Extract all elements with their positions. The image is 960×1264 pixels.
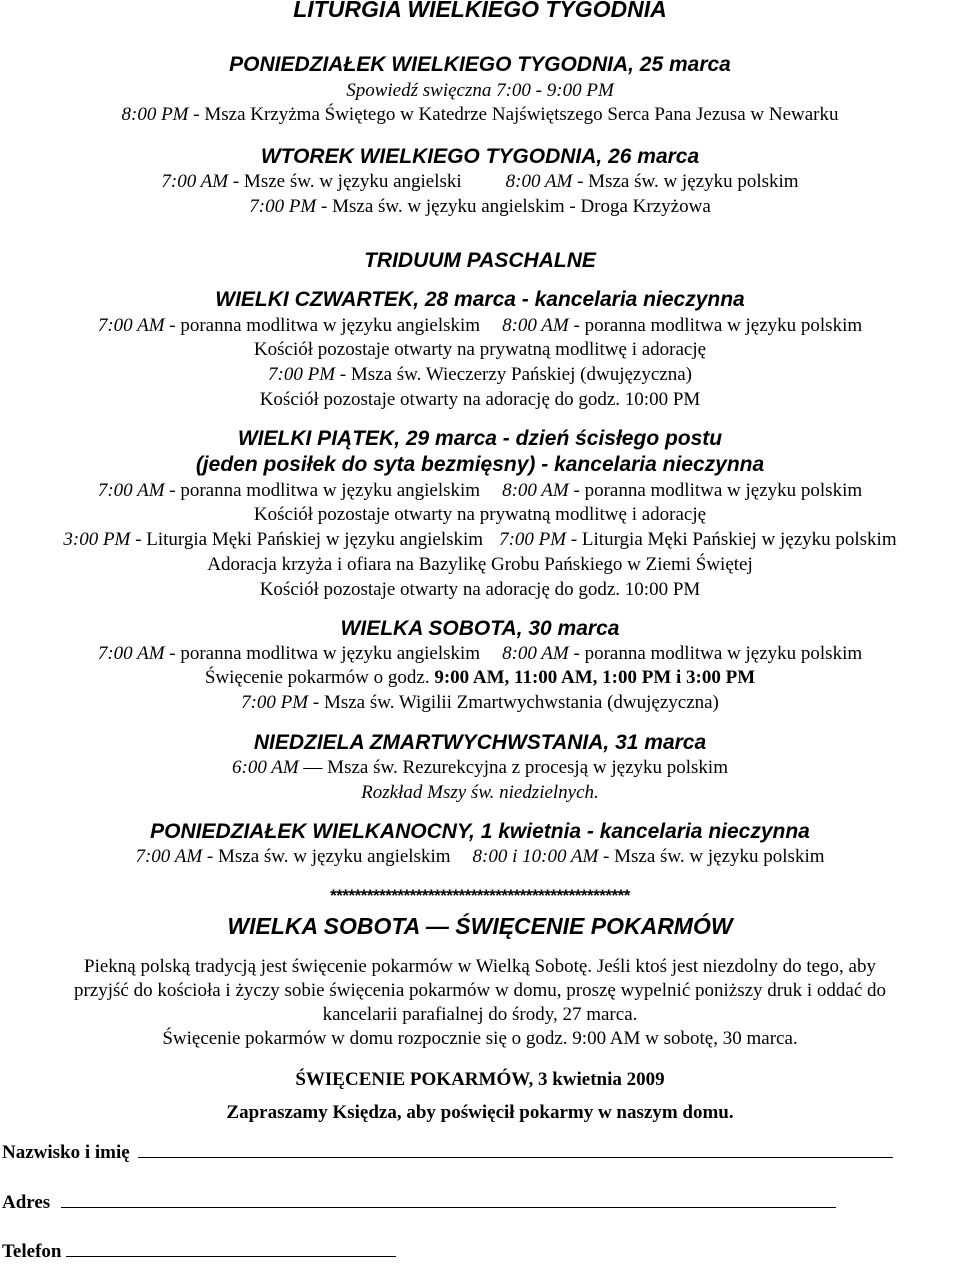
time-label: 3:00 PM - xyxy=(63,529,142,550)
time-label: 7:00 PM - xyxy=(249,196,328,217)
event-text: poranna modlitwa w języku angielskim xyxy=(175,643,481,664)
friday-heading-1: WIELKI PIĄTEK, 29 marca - dzień ścisłego postu xyxy=(237,427,723,450)
time-label: 8:00 i 10:00 AM - xyxy=(472,846,610,867)
monday-confession: Spowiedź swięczna 7:00 - 9:00 PM xyxy=(346,80,614,101)
friday-row-2 xyxy=(0,528,960,552)
time-label: 7:00 AM - xyxy=(97,643,176,664)
tuesday-row-1 xyxy=(0,170,960,194)
event-text: Msza św. Wigilii Zmartwychwstania (dwujęzyczna) xyxy=(319,692,719,713)
event-text: Msza św. w języku polskim xyxy=(583,171,799,192)
thursday-adoration: Kościół pozostaje otwarty na adorację do godz. 10:00 PM xyxy=(259,389,701,410)
easter-monday-row xyxy=(0,845,960,869)
event-text: poranna modlitwa w języku angielskim xyxy=(175,315,481,336)
event-text: Msza św. Wieczerzy Pańskiej (dwujęzyczna) xyxy=(346,364,692,385)
event-text: Msza św. w języku angielskim - Droga Krzyżowa xyxy=(327,196,711,217)
time-label: 7:00 AM - xyxy=(161,171,240,192)
event-text: Msza św. w języku angielskim xyxy=(213,846,451,867)
event-text: — Msza św. Rezurekcyjna z procesją w języku polskim xyxy=(298,757,728,778)
event-text: poranna modlitwa w języku polskim xyxy=(579,643,863,664)
time-label: 8:00 PM - xyxy=(121,104,200,125)
time-label: 7:00 PM - xyxy=(268,364,347,385)
phone-row xyxy=(2,1240,396,1264)
address-row xyxy=(2,1191,836,1215)
triduum-heading: TRIDUUM PASCHALNE xyxy=(364,249,596,272)
time-label: 8:00 AM - xyxy=(502,643,580,664)
event-text: Msza Krzyżma Świętego w Katedrze Najświętszego Serca Pana Jezusa w Newarku xyxy=(199,104,839,125)
friday-row-1 xyxy=(0,479,960,503)
name-row xyxy=(2,1141,893,1165)
name-field[interactable] xyxy=(138,1143,893,1158)
monday-chrism-mass xyxy=(0,103,960,127)
food-blessing-paragraph-3: kancelarii parafialnej do środy, 27 marca. xyxy=(322,1004,638,1025)
sunday-schedule: Rozkład Mszy św. niedzielnych. xyxy=(361,782,599,803)
event-text: poranna modlitwa w języku polskim xyxy=(579,480,863,501)
event-text: Msza św. w języku polskim xyxy=(609,846,825,867)
event-text: Liturgia Męki Pańskiej w języku angielskim xyxy=(141,529,484,550)
friday-open: Kościół pozostaje otwarty na prywatną modlitwę i adorację xyxy=(253,504,707,525)
saturday-row-2 xyxy=(0,691,960,715)
time-label: 8:00 AM - xyxy=(502,315,580,336)
time-label: 6:00 AM xyxy=(232,757,299,778)
time-label: 8:00 AM - xyxy=(505,171,584,192)
food-blessing-paragraph-4: Święcenie pokarmów w domu rozpocznie się o godz. 9:00 AM w sobotę, 30 marca. xyxy=(162,1028,798,1049)
saturday-heading: WIELKA SOBOTA, 30 marca xyxy=(340,617,620,640)
event-text: poranna modlitwa w języku angielskim xyxy=(175,480,481,501)
time-label: 7:00 AM - xyxy=(135,846,214,867)
page-title: LITURGIA WIELKIEGO TYGODNIA xyxy=(293,0,667,22)
saturday-blessing xyxy=(0,666,960,690)
easter-monday-heading: PONIEDZIAŁEK WIELKANOCNY, 1 kwietnia - kancelaria nieczynna xyxy=(150,820,810,843)
time-label: 7:00 AM - xyxy=(97,480,176,501)
time-label: 7:00 PM - xyxy=(499,529,578,550)
event-text: Święcenie pokarmów o godz. xyxy=(204,667,435,688)
thursday-row-1 xyxy=(0,314,960,338)
phone-field[interactable] xyxy=(66,1242,396,1257)
time-label: 7:00 AM - xyxy=(97,315,176,336)
tuesday-row-2 xyxy=(0,195,960,219)
friday-adoration: Kościół pozostaje otwarty na adorację do godz. 10:00 PM xyxy=(259,579,701,600)
phone-label: Telefon xyxy=(2,1241,62,1262)
food-blessing-heading: WIELKA SOBOTA — ŚWIĘCENIE POKARMÓW xyxy=(227,913,733,939)
tuesday-heading: WTOREK WIELKIEGO TYGODNIA, 26 marca xyxy=(260,145,700,168)
time-label: 7:00 PM - xyxy=(241,692,320,713)
sunday-row-1 xyxy=(0,756,960,780)
event-text: poranna modlitwa w języku polskim xyxy=(579,315,863,336)
food-blessing-paragraph-2: przyjść do kościoła i życzy sobie święcenia pokarmów w domu, proszę wypelnić poniższy druk i oddać do xyxy=(73,980,887,1001)
invitation-text: Zapraszamy Księdza, aby poświęcił pokarmy w naszym domu. xyxy=(226,1102,734,1123)
saturday-row-1 xyxy=(0,642,960,666)
event-text: Liturgia Męki Pańskiej w języku polskim xyxy=(577,529,897,550)
blessing-times: 9:00 AM, 11:00 AM, 1:00 PM i 3:00 PM xyxy=(434,667,756,688)
food-blessing-paragraph-1: Piekną polską tradycją jest święcenie pokarmów w Wielką Sobotę. Jeśli ktoś jest niezdolny do tego, aby xyxy=(84,956,876,977)
friday-heading-2: (jeden posiłek do syta bezmięsny) - kancelaria nieczynna xyxy=(195,453,765,476)
address-label: Adres xyxy=(2,1192,51,1213)
thursday-heading: WIELKI CZWARTEK, 28 marca - kancelaria nieczynna xyxy=(215,288,745,311)
thursday-row-2 xyxy=(0,363,960,387)
time-label: 8:00 AM - xyxy=(502,480,580,501)
friday-cross: Adoracja krzyża i ofiara na Bazylikę Grobu Pańskiego w Ziemi Świętej xyxy=(207,554,753,575)
monday-heading: PONIEDZIAŁEK WIELKIEGO TYGODNIA, 25 marca xyxy=(229,53,731,76)
sunday-heading: NIEDZIELA ZMARTWYCHWSTANIA, 31 marca xyxy=(253,731,707,754)
thursday-open: Kościół pozostaje otwarty na prywatną modlitwę i adorację xyxy=(253,339,707,360)
event-text: Msze św. w języku angielski xyxy=(239,171,462,192)
address-field[interactable] xyxy=(61,1193,836,1208)
form-title: ŚWIĘCENIE POKARMÓW, 3 kwietnia 2009 xyxy=(295,1069,665,1090)
name-label: Nazwisko i imię xyxy=(2,1142,130,1163)
separator: ************************************************* xyxy=(330,886,630,905)
